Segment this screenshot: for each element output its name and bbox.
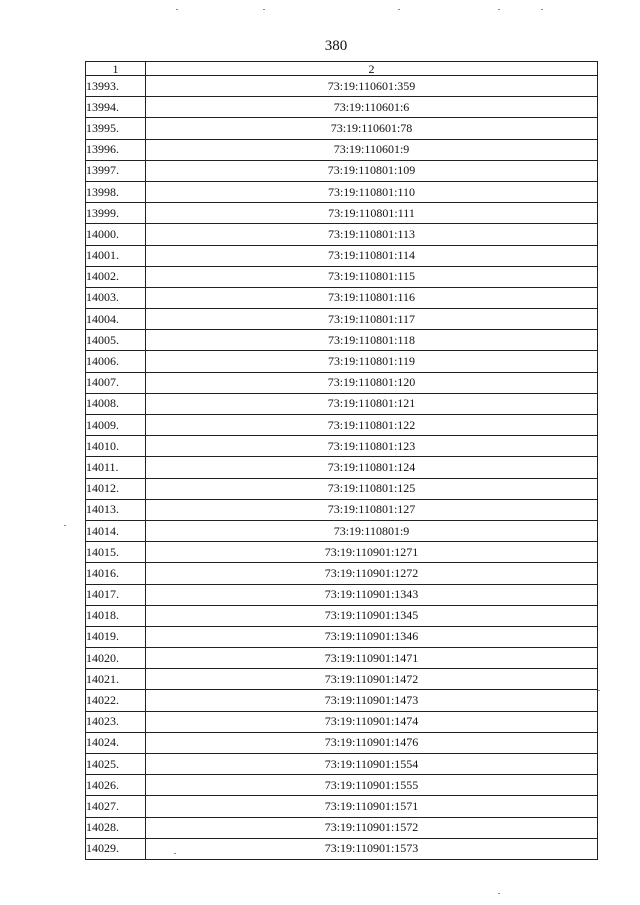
scan-speck [598, 690, 600, 691]
row-number-cell: 13999. [86, 203, 146, 224]
row-number-cell: 14006. [86, 351, 146, 372]
cadastral-number-cell: 73:19:110801:121 [146, 393, 598, 414]
table-row [86, 838, 598, 859]
cadastral-number-cell: 73:19:110801:117 [146, 309, 598, 330]
cadastral-number-cell: 73:19:110801:116 [146, 287, 598, 308]
table-row [86, 181, 598, 202]
row-number-cell: 14009. [86, 415, 146, 436]
table-row [86, 648, 598, 669]
row-number-cell: 14005. [86, 330, 146, 351]
scan-speck [176, 9, 178, 10]
table-row [86, 436, 598, 457]
cadastral-number-cell: 73:19:110801:113 [146, 224, 598, 245]
table-row [86, 457, 598, 478]
table-row [86, 160, 598, 181]
cadastral-number-cell: 73:19:110901:1554 [146, 754, 598, 775]
row-number-cell: 14016. [86, 563, 146, 584]
row-number-cell: 14022. [86, 690, 146, 711]
row-number-cell: 14014. [86, 520, 146, 541]
table-row [86, 690, 598, 711]
cadastral-number-cell: 73:19:110901:1476 [146, 732, 598, 753]
row-number-cell: 14011. [86, 457, 146, 478]
row-number-cell: 13998. [86, 181, 146, 202]
column-header-2: 2 [146, 62, 598, 76]
cadastral-number-cell: 73:19:110901:1346 [146, 626, 598, 647]
cadastral-number-cell: 73:19:110901:1555 [146, 775, 598, 796]
column-header-1: 1 [86, 62, 146, 76]
row-number-cell: 13995. [86, 118, 146, 139]
cadastral-number-cell: 73:19:110801:115 [146, 266, 598, 287]
row-number-cell: 14003. [86, 287, 146, 308]
row-number-cell: 13996. [86, 139, 146, 160]
cadastral-number-cell: 73:19:110901:1572 [146, 817, 598, 838]
row-number-cell: 13993. [86, 76, 146, 97]
cadastral-number-cell: 73:19:110801:120 [146, 372, 598, 393]
cadastral-number-cell: 73:19:110901:1573 [146, 838, 598, 859]
cadastral-number-cell: 73:19:110801:124 [146, 457, 598, 478]
table-row [86, 266, 598, 287]
cadastral-number-cell: 73:19:110901:1474 [146, 711, 598, 732]
table-row [86, 309, 598, 330]
page-number: 380 [324, 38, 348, 54]
cadastral-number-cell: 73:19:110801:119 [146, 351, 598, 372]
scan-speck [541, 9, 543, 10]
cadastral-number-cell: 73:19:110901:1471 [146, 648, 598, 669]
cadastral-number-cell: 73:19:110901:1272 [146, 563, 598, 584]
table-row [86, 478, 598, 499]
table-row [86, 499, 598, 520]
row-number-cell: 14018. [86, 605, 146, 626]
row-number-cell: 14007. [86, 372, 146, 393]
cadastral-number-cell: 73:19:110601:6 [146, 97, 598, 118]
cadastral-number-cell: 73:19:110901:1343 [146, 584, 598, 605]
table-row [86, 584, 598, 605]
row-number-cell: 14019. [86, 626, 146, 647]
cadastral-number-cell: 73:19:110801:109 [146, 160, 598, 181]
scan-speck [64, 525, 66, 526]
table-row [86, 224, 598, 245]
cadastral-number-cell: 73:19:110801:127 [146, 499, 598, 520]
row-number-cell: 14021. [86, 669, 146, 690]
scan-speck [498, 893, 500, 894]
table-row [86, 97, 598, 118]
table-row [86, 372, 598, 393]
table-row [86, 415, 598, 436]
table-row [86, 775, 598, 796]
row-number-cell: 14002. [86, 266, 146, 287]
cadastral-number-cell: 73:19:110901:1345 [146, 605, 598, 626]
cadastral-number-cell: 73:19:110901:1271 [146, 542, 598, 563]
row-number-cell: 14029. [86, 838, 146, 859]
table-row [86, 542, 598, 563]
row-number-cell: 14012. [86, 478, 146, 499]
row-number-cell: 14000. [86, 224, 146, 245]
row-number-cell: 14017. [86, 584, 146, 605]
cadastral-number-cell: 73:19:110601:78 [146, 118, 598, 139]
table-row [86, 118, 598, 139]
row-number-cell: 14026. [86, 775, 146, 796]
row-number-cell: 14008. [86, 393, 146, 414]
cadastral-number-cell: 73:19:110801:110 [146, 181, 598, 202]
row-number-cell: 14010. [86, 436, 146, 457]
cadastral-number-cell: 73:19:110801:9 [146, 520, 598, 541]
table-row [86, 520, 598, 541]
table-row [86, 754, 598, 775]
table-row [86, 76, 598, 97]
cadastral-table [85, 61, 598, 860]
row-number-cell: 14023. [86, 711, 146, 732]
table-row [86, 139, 598, 160]
table-row [86, 330, 598, 351]
cadastral-number-cell: 73:19:110801:118 [146, 330, 598, 351]
row-number-cell: 13994. [86, 97, 146, 118]
table-body [86, 76, 598, 860]
cadastral-number-cell: 73:19:110601:359 [146, 76, 598, 97]
cadastral-number-cell: 73:19:110601:9 [146, 139, 598, 160]
row-number-cell: 14027. [86, 796, 146, 817]
row-number-cell: 14004. [86, 309, 146, 330]
row-number-cell: 14020. [86, 648, 146, 669]
scan-speck [498, 9, 500, 10]
row-number-cell: 13997. [86, 160, 146, 181]
cadastral-number-cell: 73:19:110801:114 [146, 245, 598, 266]
table-row [86, 351, 598, 372]
table-row [86, 393, 598, 414]
table-row [86, 817, 598, 838]
table-row [86, 563, 598, 584]
table-row [86, 203, 598, 224]
scan-speck [398, 9, 400, 10]
row-number-cell: 14024. [86, 732, 146, 753]
cadastral-number-cell: 73:19:110901:1472 [146, 669, 598, 690]
table-row [86, 711, 598, 732]
table-row [86, 796, 598, 817]
table-row [86, 287, 598, 308]
cadastral-number-cell: 73:19:110801:111 [146, 203, 598, 224]
table-row [86, 626, 598, 647]
scan-speck [263, 9, 265, 10]
row-number-cell: 14028. [86, 817, 146, 838]
row-number-cell: 14015. [86, 542, 146, 563]
table-header [86, 62, 598, 76]
table-row [86, 605, 598, 626]
cadastral-number-cell: 73:19:110801:123 [146, 436, 598, 457]
cadastral-number-cell: 73:19:110901:1473 [146, 690, 598, 711]
cadastral-number-cell: 73:19:110801:125 [146, 478, 598, 499]
table-row [86, 732, 598, 753]
row-number-cell: 14025. [86, 754, 146, 775]
cadastral-number-cell: 73:19:110801:122 [146, 415, 598, 436]
table-row [86, 669, 598, 690]
row-number-cell: 14013. [86, 499, 146, 520]
row-number-cell: 14001. [86, 245, 146, 266]
table-row [86, 245, 598, 266]
header-row [86, 62, 598, 76]
cadastral-number-cell: 73:19:110901:1571 [146, 796, 598, 817]
